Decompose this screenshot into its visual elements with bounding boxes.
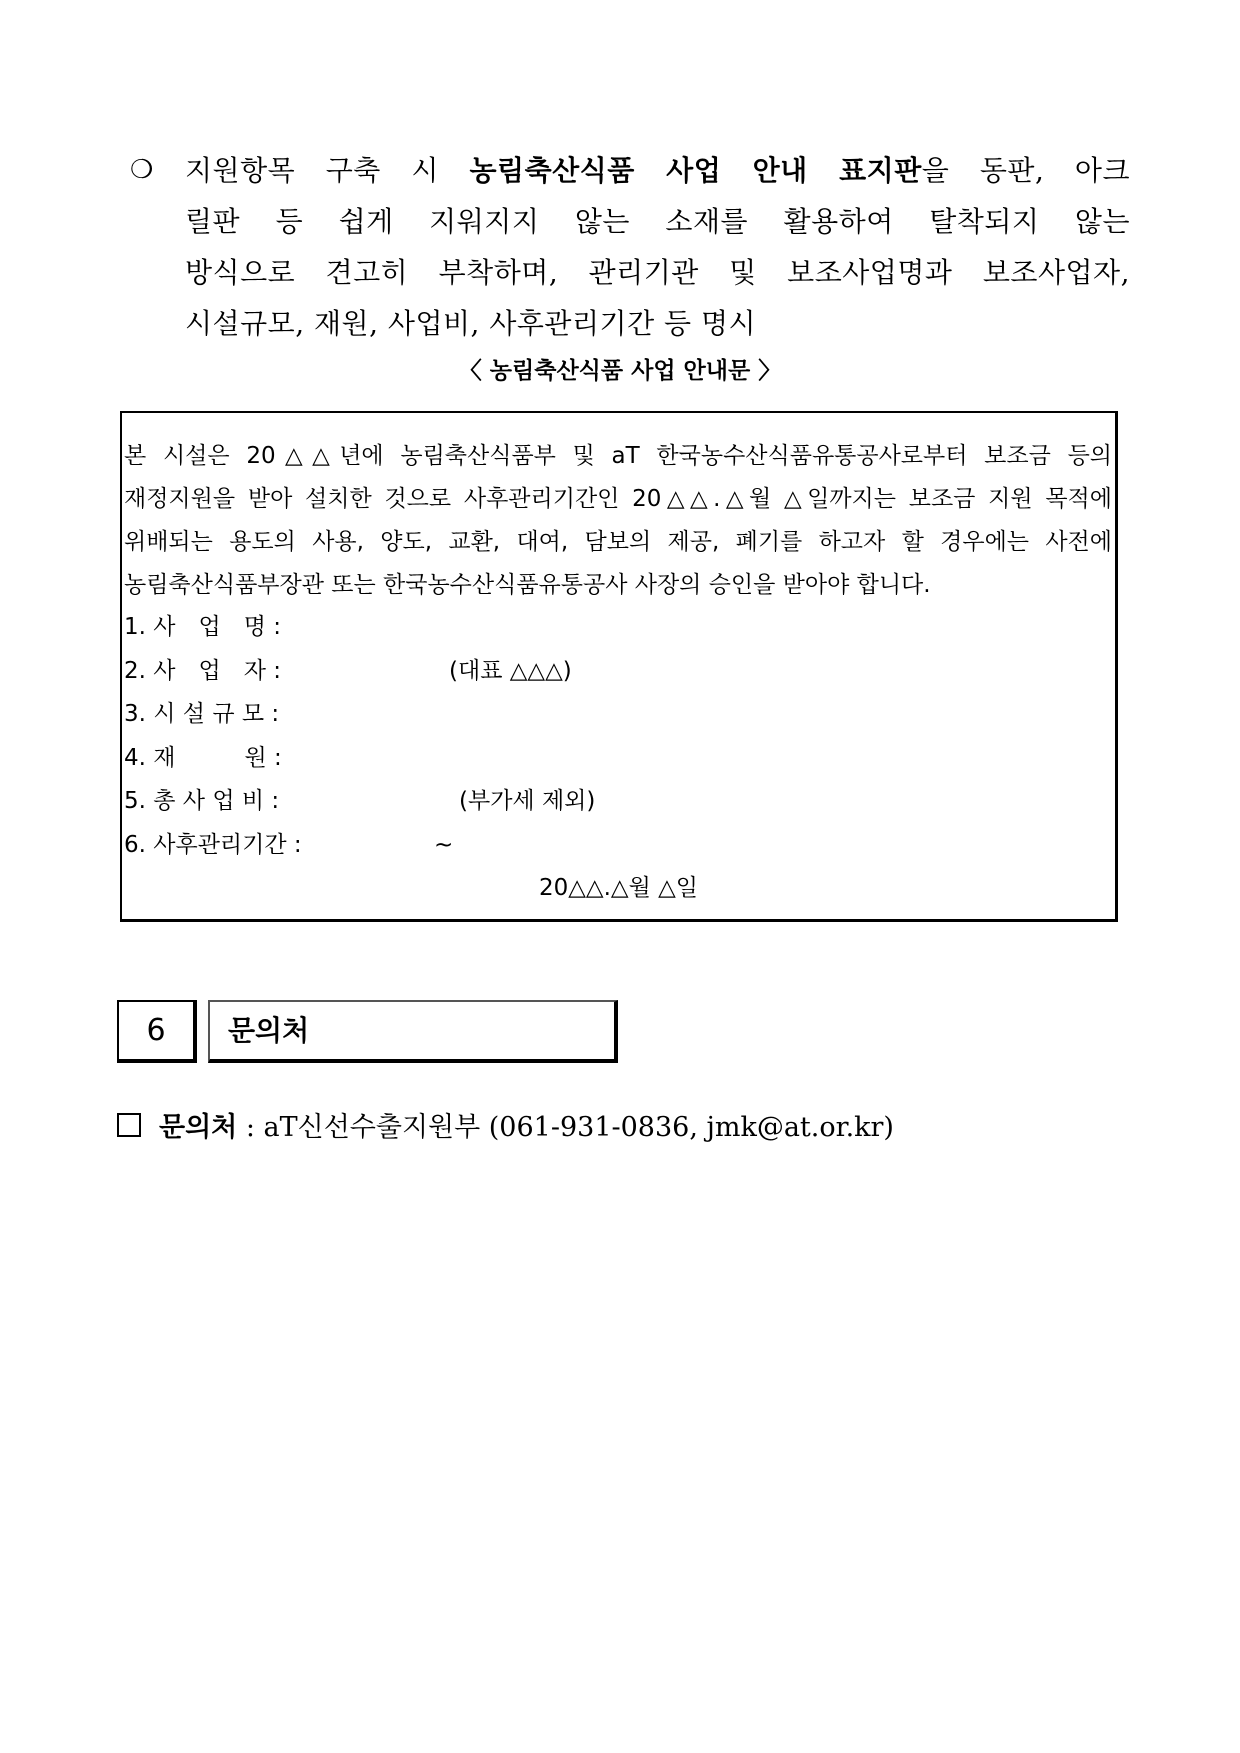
field-funding-source xyxy=(124,737,302,781)
field-business-name xyxy=(124,606,302,650)
instruction-line-3: 방식으로 견고히 부착하며, 관리기관 및 보조사업명과 보조사업자, xyxy=(185,256,1130,289)
notice-date: 20△△.△월 △일 xyxy=(538,875,699,901)
field-label: 3. 시 설 규 모 : xyxy=(124,701,280,727)
field-label: 2. 사 업 자 : xyxy=(124,657,281,684)
circle-bullet-icon: ❍ xyxy=(130,155,154,185)
section-title: 문의처 xyxy=(208,1000,618,1063)
contact-line xyxy=(117,1105,894,1144)
field-label: 4. 재 원 : xyxy=(124,744,282,771)
contact-value: aT신선수출지원부 (061-931-0836, jmk@at.or.kr) xyxy=(263,1112,894,1143)
contact-separator: : xyxy=(237,1112,264,1143)
notice-body-line: 농림축산식품부장관 또는 한국농수산식품유통공사 사장의 승인을 받아야 합니다. xyxy=(124,572,931,598)
field-facility-scale xyxy=(124,693,302,737)
field-management-period xyxy=(124,824,454,868)
field-operator xyxy=(124,650,572,694)
notice-body-line: 본 시설은 20△△년에 농림축산식품부 및 aT 한국농수산식품유통공사로부터 보조금 등의 xyxy=(124,443,1112,469)
notice-caption: 〈 농림축산식품 사업 안내문 〉 xyxy=(458,358,782,384)
instruction-line-1: 지원항목 구축 시 농림축산식품 사업 안내 표지판을 동판, 아크 xyxy=(185,154,1130,187)
notice-fields xyxy=(124,606,596,867)
instruction-line-2: 릴판 등 쉽게 지워지지 않는 소재를 활용하여 탈착되지 않는 xyxy=(185,205,1130,238)
field-label: 5. 총 사 업 비 : xyxy=(124,788,280,814)
field-note: ~ xyxy=(434,831,454,858)
section-number: 6 xyxy=(117,1000,197,1063)
notice-box xyxy=(120,411,1118,922)
notice-body-line: 재정지원을 받아 설치한 것으로 사후관리기간인 20△△.△월 △일까지는 보조금 지원 목적에 xyxy=(124,486,1112,512)
notice-body xyxy=(124,435,1112,607)
field-note: (부가세 제외) xyxy=(459,788,596,814)
signboard-emphasis: 농림축산식품 사업 안내 표지판 xyxy=(469,154,922,187)
field-label: 6. 사후관리기간 : xyxy=(124,831,302,858)
square-bullet-icon xyxy=(117,1113,141,1137)
notice-body-line: 위배되는 용도의 사용, 양도, 교환, 대여, 담보의 제공, 폐기를 하고자 할 경우에는 사전에 xyxy=(124,529,1112,555)
field-note: (대표 △△△) xyxy=(449,657,572,684)
contact-label: 문의처 xyxy=(159,1112,238,1143)
field-label: 1. 사 업 명 : xyxy=(124,614,281,640)
instruction-line-4: 시설규모, 재원, 사업비, 사후관리기간 등 명시 xyxy=(185,307,757,340)
instruction-paragraph xyxy=(130,145,1130,349)
field-total-cost xyxy=(124,780,596,824)
